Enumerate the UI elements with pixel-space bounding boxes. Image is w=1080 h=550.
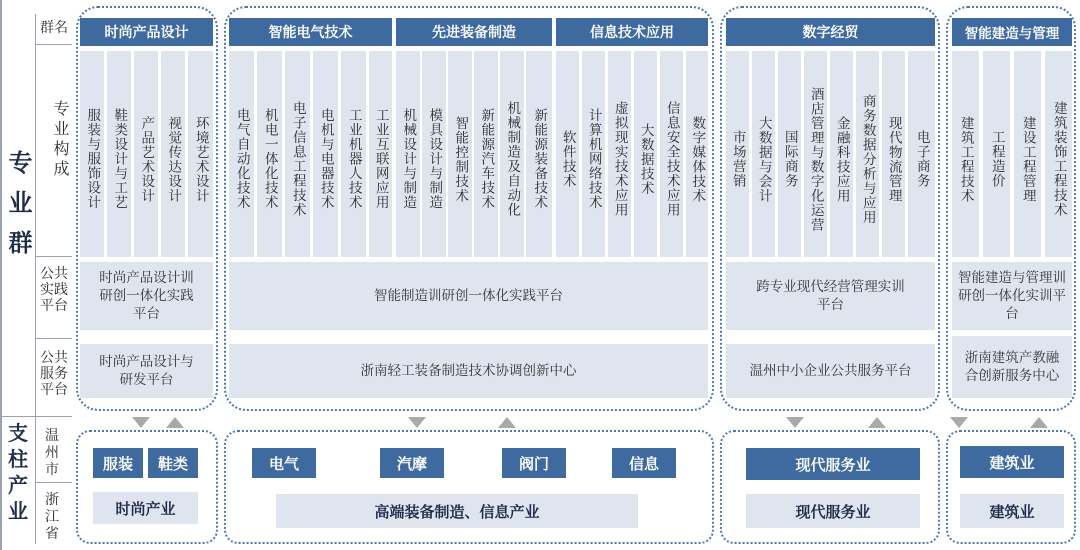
major-item: 软件技术 bbox=[556, 51, 579, 257]
industry-tag: 汽摩 bbox=[380, 448, 444, 478]
divider bbox=[35, 44, 72, 45]
major-item: 国际商务 bbox=[778, 51, 801, 257]
major-item: 服装与服饰设计 bbox=[80, 51, 104, 257]
adv-header: 先进装备制造 bbox=[396, 18, 552, 46]
divider bbox=[35, 256, 72, 257]
trade-service-platform: 温州中小企业公共服务平台 bbox=[726, 344, 935, 398]
industry-tag: 服装 bbox=[93, 448, 143, 478]
divider bbox=[0, 416, 72, 417]
major-item: 建筑装饰工程技术 bbox=[1045, 51, 1072, 257]
build-majors bbox=[952, 51, 1072, 257]
major-item: 电机与电器技术 bbox=[313, 51, 338, 257]
industry-tag: 信息 bbox=[612, 448, 676, 478]
major-item: 电气自动化技术 bbox=[229, 51, 254, 257]
fashion-service-platform: 时尚产品设计与研发平台 bbox=[80, 344, 213, 398]
build-province-industry: 建筑业 bbox=[960, 494, 1064, 528]
elec-header: 智能电气技术 bbox=[229, 18, 392, 46]
build-practice-platform: 智能建造与管理训研创一体化实训平台 bbox=[952, 262, 1072, 330]
major-item: 计算机网络技术 bbox=[582, 51, 605, 257]
major-item: 视觉传达设计 bbox=[161, 51, 185, 257]
arrow-up-icon bbox=[498, 417, 516, 428]
info-header: 信息技术应用 bbox=[556, 18, 708, 46]
fashion-practice-platform: 时尚产品设计训研创一体化实践平台 bbox=[80, 262, 213, 330]
major-item: 电子信息工程技术 bbox=[285, 51, 310, 257]
build-service-platform: 浙南建筑产教融合创新服务中心 bbox=[952, 336, 1072, 398]
fashion-header: 时尚产品设计 bbox=[80, 18, 213, 46]
major-item: 数字媒体技术 bbox=[686, 51, 708, 257]
major-item: 机械制造及自动化 bbox=[500, 51, 524, 257]
arrow-up-icon bbox=[1030, 417, 1048, 428]
group-name-label: 群名 bbox=[40, 20, 68, 36]
fashion-majors bbox=[80, 51, 213, 257]
trade-majors bbox=[726, 51, 935, 257]
pillar-industry-label: 支柱产业 bbox=[8, 421, 28, 523]
major-item: 新能源汽车技术 bbox=[474, 51, 498, 257]
major-item: 产品艺术设计 bbox=[134, 51, 158, 257]
mfg-practice-platform: 智能制造训研创一体化实践平台 bbox=[229, 262, 708, 330]
industry-tag: 鞋类 bbox=[148, 448, 198, 478]
major-item: 智能控制技术 bbox=[448, 51, 472, 257]
practice-platform-label: 公共实践平台 bbox=[40, 266, 68, 314]
industry-tag: 电气 bbox=[252, 448, 316, 478]
trade-city-industry: 现代服务业 bbox=[746, 448, 920, 480]
major-item: 工业机器人技术 bbox=[341, 51, 366, 257]
arrow-down-icon bbox=[408, 417, 426, 428]
trade-header: 数字经贸 bbox=[726, 18, 935, 46]
major-item: 环境艺术设计 bbox=[188, 51, 213, 257]
arrow-up-icon bbox=[166, 417, 184, 428]
divider bbox=[35, 338, 72, 339]
major-composition-label: 专业构成 bbox=[51, 100, 70, 180]
trade-practice-platform: 跨专业现代经营管理实训平台 bbox=[726, 262, 935, 330]
elec-majors bbox=[229, 51, 392, 257]
build-city-industry: 建筑业 bbox=[960, 446, 1064, 478]
major-item: 信息安全技术应用 bbox=[660, 51, 683, 257]
left-label-column bbox=[0, 0, 72, 550]
build-header: 智能建造与管理 bbox=[952, 18, 1072, 46]
mfg-service-platform: 浙南轻工装备制造技术协调创新中心 bbox=[229, 344, 708, 398]
major-item: 鞋类设计与工艺 bbox=[107, 51, 131, 257]
fashion-province-industry: 时尚产业 bbox=[93, 492, 198, 524]
arrow-up-icon bbox=[868, 417, 886, 428]
trade-province-industry: 现代服务业 bbox=[746, 494, 920, 528]
divider bbox=[35, 14, 36, 544]
major-item: 新能源装备技术 bbox=[526, 51, 552, 257]
adv-majors bbox=[396, 51, 552, 257]
major-item: 金融科技应用 bbox=[830, 51, 853, 257]
major-item: 模具设计与制造 bbox=[422, 51, 446, 257]
group-title: 专业群 bbox=[4, 150, 32, 270]
major-item: 工业互联网应用 bbox=[369, 51, 392, 257]
info-majors bbox=[556, 51, 708, 257]
arrow-down-icon bbox=[950, 417, 968, 428]
major-item: 建筑工程技术 bbox=[952, 51, 979, 257]
mfg-province-industry: 高端装备制造、信息产业 bbox=[276, 494, 638, 528]
arrow-down-icon bbox=[786, 417, 804, 428]
major-item: 机电一体化技术 bbox=[257, 51, 282, 257]
major-item: 酒店管理与数字化运营 bbox=[804, 51, 827, 257]
wenzhou-label: 温州市 bbox=[45, 428, 59, 478]
industry-tag: 阀门 bbox=[502, 448, 566, 478]
major-item: 市场营销 bbox=[726, 51, 749, 257]
major-item: 虚拟现实技术应用 bbox=[608, 51, 631, 257]
zhejiang-label: 浙江省 bbox=[45, 492, 59, 542]
major-item: 大数据技术 bbox=[634, 51, 657, 257]
arrow-down-icon bbox=[132, 417, 150, 428]
major-item: 建设工程管理 bbox=[1014, 51, 1041, 257]
major-item: 电子商务 bbox=[908, 51, 935, 257]
major-item: 大数据与会计 bbox=[752, 51, 775, 257]
service-platform-label: 公共服务平台 bbox=[40, 350, 68, 398]
major-item: 工程造价 bbox=[983, 51, 1010, 257]
major-item: 机械设计与制造 bbox=[396, 51, 420, 257]
major-item: 商务数据分析与应用 bbox=[856, 51, 879, 257]
major-item: 现代物流管理 bbox=[882, 51, 905, 257]
divider bbox=[35, 482, 72, 483]
